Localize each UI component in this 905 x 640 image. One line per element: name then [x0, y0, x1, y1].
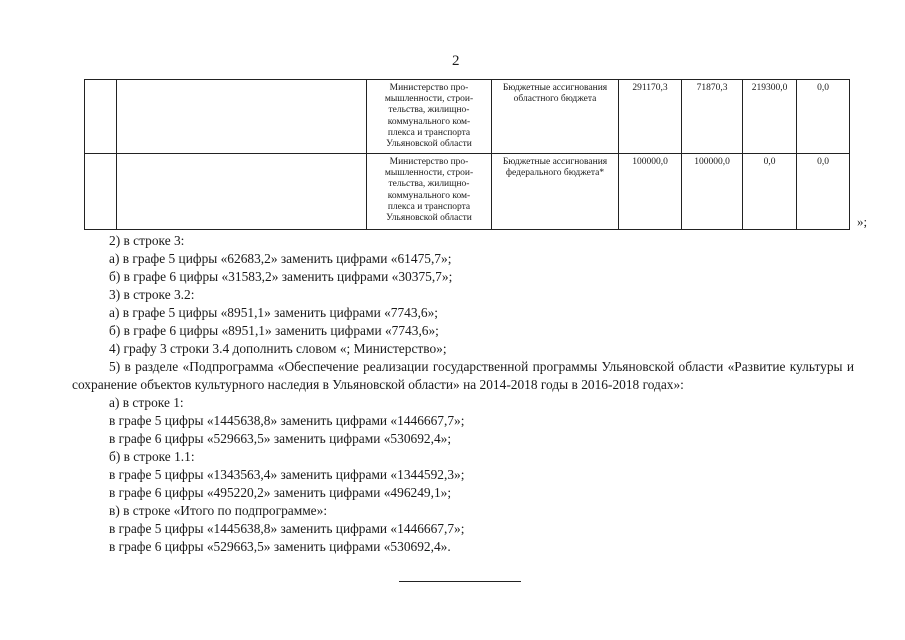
table-cell-value: 0,0	[797, 80, 850, 154]
text-line: в графе 6 цифры «495220,2» заменить цифрами «496249,1»;	[109, 485, 452, 500]
table-cell-number	[85, 80, 117, 154]
table-cell-value: 0,0	[743, 154, 797, 230]
text-line: в графе 6 цифры «529663,5» заменить цифрами «530692,4»;	[109, 431, 452, 446]
text-line: а) в строке 1:	[109, 395, 184, 410]
text-line: 2) в строке 3:	[109, 233, 185, 248]
document-body	[72, 232, 854, 556]
executor-text: Министерство про-мышленности, строи-тельства, жилищно-коммунального ком-плекса и транспорта Ульяновской области	[384, 157, 474, 224]
text-line: в графе 6 цифры «529663,5» заменить цифрами «530692,4».	[109, 539, 451, 554]
table-cell-executor	[367, 154, 492, 230]
table-cell-value: 100000,0	[682, 154, 743, 230]
table-cell-source: Бюджетные ассигнования областного бюджета	[492, 80, 619, 154]
table-cell-name	[117, 154, 367, 230]
budget-table	[84, 79, 850, 230]
table-cell-executor	[367, 80, 492, 154]
table-cell-value: 219300,0	[743, 80, 797, 154]
table-cell-name	[117, 80, 367, 154]
table-cell-value: 100000,0	[619, 154, 682, 230]
table-cell-value: 291170,3	[619, 80, 682, 154]
closing-quote: »;	[857, 214, 868, 229]
text-line: а) в графе 5 цифры «8951,1» заменить цифрами «7743,6»;	[109, 305, 439, 320]
table-row	[85, 154, 850, 230]
table-cell-value: 71870,3	[682, 80, 743, 154]
text-line: а) в графе 5 цифры «62683,2» заменить цифрами «61475,7»;	[109, 251, 452, 266]
text-line: 3) в строке 3.2:	[109, 287, 195, 302]
text-line: 4) графу 3 строки 3.4 дополнить словом «; Министерство»;	[109, 341, 447, 356]
text-line: в графе 5 цифры «1343563,4» заменить цифрами «1344592,3»;	[109, 467, 465, 482]
text-line: в) в строке «Итого по подпрограмме»:	[109, 503, 328, 518]
table-row	[85, 80, 850, 154]
footer-rule	[399, 581, 521, 582]
table-cell-source: Бюджетные ассигнования федерального бюджета*	[492, 154, 619, 230]
executor-text: Министерство про-мышленности, строи-тельства, жилищно-коммунального ком-плекса и транспорта Ульяновской области	[384, 83, 474, 150]
text-line: б) в графе 6 цифры «8951,1» заменить цифрами «7743,6»;	[109, 323, 439, 338]
paragraph-5: 5) в разделе «Подпрограмма «Обеспечение реализации государственной программы Ульяновской области «Развитие культуры и сохранение объектов культурного наследия в Ульяновской области» на 2014-2018 годы в 2016-2018 годах»:	[72, 359, 854, 392]
page-number: 2	[452, 53, 460, 69]
text-line: в графе 5 цифры «1445638,8» заменить цифрами «1446667,7»;	[109, 413, 465, 428]
table-cell-number	[85, 154, 117, 230]
text-line: в графе 5 цифры «1445638,8» заменить цифрами «1446667,7»;	[109, 521, 465, 536]
table-cell-value: 0,0	[797, 154, 850, 230]
text-line: б) в графе 6 цифры «31583,2» заменить цифрами «30375,7»;	[109, 269, 453, 284]
text-line: б) в строке 1.1:	[109, 449, 195, 464]
